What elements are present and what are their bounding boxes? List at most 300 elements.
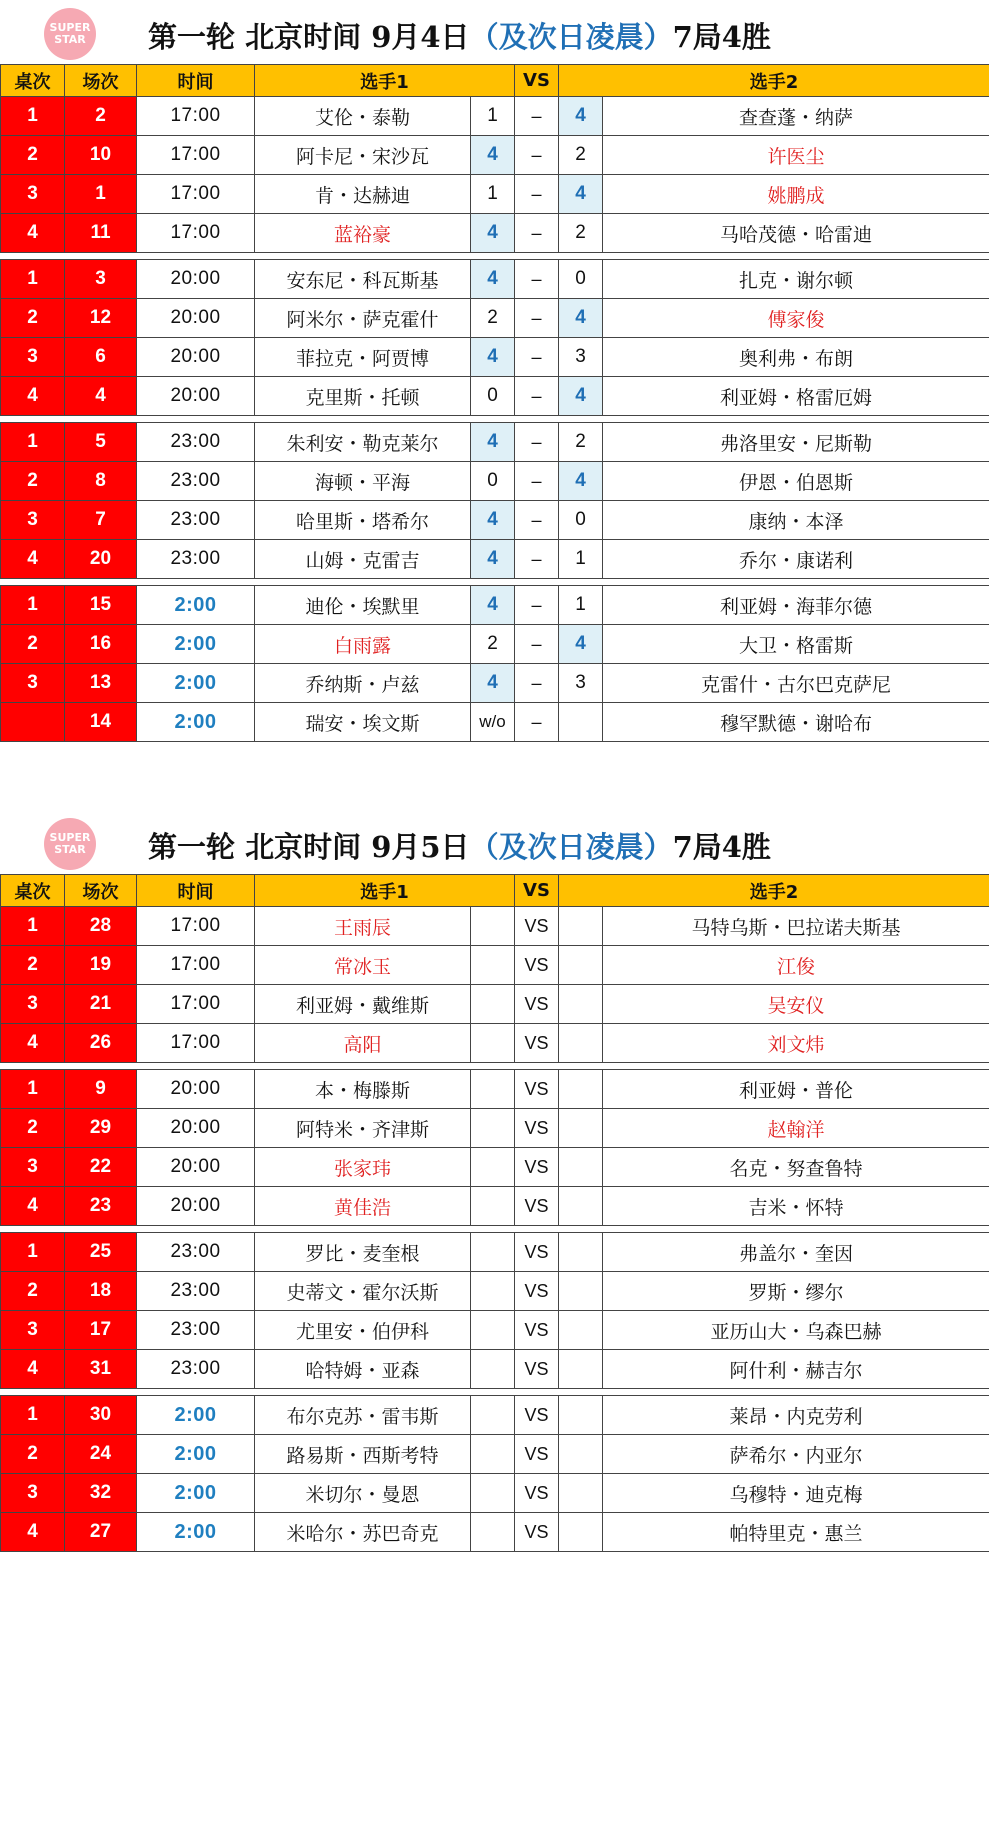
- player1-score: [471, 1187, 515, 1226]
- table-row: [1, 1024, 989, 1063]
- player2-score: [559, 1109, 603, 1148]
- player1-score: [471, 907, 515, 946]
- title-format: 7局4胜: [672, 20, 771, 54]
- match-time: 2:00: [137, 703, 255, 742]
- match-number: 12: [65, 299, 137, 338]
- score-separator: –: [515, 214, 559, 253]
- match-number: 1: [65, 175, 137, 214]
- table-header: [1, 875, 989, 907]
- schedule-day2: [0, 810, 989, 1545]
- match-number: 21: [65, 985, 137, 1024]
- match-time: 17:00: [137, 985, 255, 1024]
- player1-name: 利亚姆・戴维斯: [255, 985, 471, 1024]
- desk-number: 3: [1, 664, 65, 703]
- player2-score: [559, 1272, 603, 1311]
- desk-number: 3: [1, 1311, 65, 1350]
- match-time: 2:00: [137, 586, 255, 625]
- player2-name: 萨希尔・内亚尔: [603, 1435, 989, 1474]
- player2-score: [559, 1311, 603, 1350]
- match-time: 23:00: [137, 1272, 255, 1311]
- match-time: 17:00: [137, 214, 255, 253]
- match-time: 2:00: [137, 664, 255, 703]
- desk-number: 4: [1, 377, 65, 416]
- player2-name: 利亚姆・格雷厄姆: [603, 377, 989, 416]
- table-row: [1, 97, 989, 136]
- score-separator: –: [515, 136, 559, 175]
- player1-name: 张家玮: [255, 1148, 471, 1187]
- player1-score: w/o: [471, 703, 515, 742]
- match-time: 2:00: [137, 625, 255, 664]
- table-row: [1, 907, 989, 946]
- player2-score: 0: [559, 501, 603, 540]
- player1-name: 肯・达赫迪: [255, 175, 471, 214]
- group-gap-cell: [1, 1063, 989, 1070]
- player2-score: 4: [559, 97, 603, 136]
- desk-number: 3: [1, 175, 65, 214]
- desk-number: [1, 703, 65, 742]
- match-table: [0, 64, 989, 742]
- table-row: [1, 1148, 989, 1187]
- player2-name: 乌穆特・迪克梅: [603, 1474, 989, 1513]
- desk-number: 3: [1, 985, 65, 1024]
- vs-label: VS: [515, 1148, 559, 1187]
- desk-number: 2: [1, 1272, 65, 1311]
- player2-name: 乔尔・康诺利: [603, 540, 989, 579]
- col-desk: 桌次: [1, 875, 65, 907]
- desk-number: 2: [1, 1109, 65, 1148]
- group-gap: [1, 1389, 989, 1396]
- desk-number: 1: [1, 1070, 65, 1109]
- player2-name: 马哈茂德・哈雷迪: [603, 214, 989, 253]
- score-separator: –: [515, 462, 559, 501]
- match-number: 2: [65, 97, 137, 136]
- player1-score: [471, 1396, 515, 1435]
- player1-score: [471, 1070, 515, 1109]
- match-number: 9: [65, 1070, 137, 1109]
- table-row: [1, 1474, 989, 1513]
- match-time: 2:00: [137, 1396, 255, 1435]
- vs-label: VS: [515, 1474, 559, 1513]
- col-match: 场次: [65, 65, 137, 97]
- match-time: 23:00: [137, 540, 255, 579]
- player1-score: 0: [471, 462, 515, 501]
- score-separator: –: [515, 625, 559, 664]
- score-separator: –: [515, 299, 559, 338]
- player1-name: 蓝裕豪: [255, 214, 471, 253]
- player1-score: [471, 1109, 515, 1148]
- player2-score: [559, 946, 603, 985]
- desk-number: 2: [1, 136, 65, 175]
- player1-name: 瑞安・埃文斯: [255, 703, 471, 742]
- title-date: 第一轮 北京时间 9月5日: [148, 830, 470, 864]
- match-table: [0, 874, 989, 1552]
- desk-number: 4: [1, 1024, 65, 1063]
- player2-name: 弗洛里安・尼斯勒: [603, 423, 989, 462]
- score-separator: –: [515, 586, 559, 625]
- vs-label: VS: [515, 985, 559, 1024]
- group-gap-cell: [1, 1389, 989, 1396]
- player1-name: 罗比・麦奎根: [255, 1233, 471, 1272]
- desk-number: 3: [1, 1474, 65, 1513]
- desk-number: 2: [1, 462, 65, 501]
- table-row: [1, 423, 989, 462]
- vs-label: VS: [515, 1311, 559, 1350]
- desk-number: 4: [1, 1187, 65, 1226]
- player1-name: 菲拉克・阿贾博: [255, 338, 471, 377]
- col-player1: 选手1: [255, 875, 515, 907]
- title-format: 7局4胜: [672, 830, 771, 864]
- table-row: [1, 260, 989, 299]
- player1-score: [471, 1311, 515, 1350]
- page-title: [148, 810, 771, 884]
- player1-name: 克里斯・托顿: [255, 377, 471, 416]
- match-number: 23: [65, 1187, 137, 1226]
- table-row: [1, 586, 989, 625]
- match-time: 17:00: [137, 175, 255, 214]
- match-number: 17: [65, 1311, 137, 1350]
- vs-label: VS: [515, 1396, 559, 1435]
- table-row: [1, 501, 989, 540]
- player1-name: 阿米尔・萨克霍什: [255, 299, 471, 338]
- table-row: [1, 1272, 989, 1311]
- title-note: （及次日凌晨）: [469, 830, 673, 864]
- player1-name: 黄佳浩: [255, 1187, 471, 1226]
- player2-name: 傅家俊: [603, 299, 989, 338]
- col-player1: 选手1: [255, 65, 515, 97]
- match-number: 31: [65, 1350, 137, 1389]
- match-time: 17:00: [137, 1024, 255, 1063]
- player1-score: [471, 946, 515, 985]
- player1-name: 乔纳斯・卢兹: [255, 664, 471, 703]
- player1-score: 2: [471, 625, 515, 664]
- match-time: 2:00: [137, 1513, 255, 1552]
- player1-score: 2: [471, 299, 515, 338]
- match-number: 13: [65, 664, 137, 703]
- match-number: 29: [65, 1109, 137, 1148]
- col-desk: 桌次: [1, 65, 65, 97]
- group-gap: [1, 579, 989, 586]
- player2-score: [559, 1350, 603, 1389]
- table-row: [1, 1070, 989, 1109]
- superstar-logo: SUPER STAR: [44, 8, 96, 60]
- table-row: [1, 1109, 989, 1148]
- table-row: [1, 540, 989, 579]
- player1-score: 0: [471, 377, 515, 416]
- player2-score: [559, 1513, 603, 1552]
- superstar-logo: SUPER STAR: [44, 818, 96, 870]
- match-time: 23:00: [137, 462, 255, 501]
- player2-name: 莱昂・内克劳利: [603, 1396, 989, 1435]
- col-player2: 选手2: [559, 65, 989, 97]
- player1-score: [471, 1435, 515, 1474]
- player2-name: 阿什利・赫吉尔: [603, 1350, 989, 1389]
- player1-name: 史蒂文・霍尔沃斯: [255, 1272, 471, 1311]
- vs-label: VS: [515, 1109, 559, 1148]
- desk-number: 3: [1, 338, 65, 377]
- match-number: 19: [65, 946, 137, 985]
- match-number: 3: [65, 260, 137, 299]
- player2-score: 3: [559, 338, 603, 377]
- match-number: 15: [65, 586, 137, 625]
- desk-number: 2: [1, 625, 65, 664]
- desk-number: 3: [1, 1148, 65, 1187]
- player2-score: [559, 1070, 603, 1109]
- player2-score: [559, 703, 603, 742]
- vs-label: VS: [515, 1187, 559, 1226]
- player1-score: 4: [471, 214, 515, 253]
- col-vs: VS: [515, 875, 559, 907]
- player1-score: [471, 1474, 515, 1513]
- desk-number: 2: [1, 946, 65, 985]
- player2-name: 穆罕默德・谢哈布: [603, 703, 989, 742]
- player2-name: 帕特里克・惠兰: [603, 1513, 989, 1552]
- player1-score: 4: [471, 501, 515, 540]
- table-row: [1, 136, 989, 175]
- group-gap-cell: [1, 253, 989, 260]
- player1-score: 4: [471, 136, 515, 175]
- match-time: 23:00: [137, 1350, 255, 1389]
- player1-score: 1: [471, 175, 515, 214]
- table-row: [1, 664, 989, 703]
- player1-score: [471, 1513, 515, 1552]
- table-row: [1, 462, 989, 501]
- vs-label: VS: [515, 946, 559, 985]
- player2-name: 查查蓬・纳萨: [603, 97, 989, 136]
- desk-number: 2: [1, 299, 65, 338]
- player2-name: 刘文炜: [603, 1024, 989, 1063]
- match-number: 22: [65, 1148, 137, 1187]
- score-separator: –: [515, 175, 559, 214]
- score-separator: –: [515, 703, 559, 742]
- table-row: [1, 703, 989, 742]
- group-gap: [1, 1063, 989, 1070]
- match-number: 24: [65, 1435, 137, 1474]
- player2-name: 赵翰洋: [603, 1109, 989, 1148]
- player2-name: 罗斯・缪尔: [603, 1272, 989, 1311]
- player2-name: 奥利弗・布朗: [603, 338, 989, 377]
- match-number: 14: [65, 703, 137, 742]
- player1-score: 4: [471, 586, 515, 625]
- player1-name: 米切尔・曼恩: [255, 1474, 471, 1513]
- title-bar: [0, 0, 989, 74]
- group-gap: [1, 416, 989, 423]
- vs-label: VS: [515, 907, 559, 946]
- match-number: 4: [65, 377, 137, 416]
- player2-score: [559, 1024, 603, 1063]
- player2-score: 4: [559, 462, 603, 501]
- player1-name: 白雨露: [255, 625, 471, 664]
- table-row: [1, 175, 989, 214]
- player1-name: 安东尼・科瓦斯基: [255, 260, 471, 299]
- player1-score: [471, 1148, 515, 1187]
- player2-name: 克雷什・古尔巴克萨尼: [603, 664, 989, 703]
- table-row: [1, 1396, 989, 1435]
- desk-number: 1: [1, 423, 65, 462]
- player1-score: [471, 1350, 515, 1389]
- match-time: 20:00: [137, 1187, 255, 1226]
- match-number: 28: [65, 907, 137, 946]
- match-number: 16: [65, 625, 137, 664]
- match-time: 2:00: [137, 1435, 255, 1474]
- score-separator: –: [515, 97, 559, 136]
- player2-score: [559, 1435, 603, 1474]
- match-number: 8: [65, 462, 137, 501]
- table-row: [1, 214, 989, 253]
- desk-number: 1: [1, 907, 65, 946]
- player1-score: 4: [471, 423, 515, 462]
- table-row: [1, 1435, 989, 1474]
- score-separator: –: [515, 260, 559, 299]
- player2-score: 2: [559, 136, 603, 175]
- desk-number: 1: [1, 1396, 65, 1435]
- player2-score: 3: [559, 664, 603, 703]
- player2-name: 吴安仪: [603, 985, 989, 1024]
- match-time: 20:00: [137, 338, 255, 377]
- table-row: [1, 946, 989, 985]
- match-time: 20:00: [137, 299, 255, 338]
- player1-score: [471, 1233, 515, 1272]
- table-row: [1, 299, 989, 338]
- match-number: 25: [65, 1233, 137, 1272]
- player2-name: 亚历山大・乌森巴赫: [603, 1311, 989, 1350]
- player1-score: [471, 1024, 515, 1063]
- player1-name: 高阳: [255, 1024, 471, 1063]
- match-number: 11: [65, 214, 137, 253]
- match-time: 17:00: [137, 136, 255, 175]
- score-separator: –: [515, 664, 559, 703]
- player1-name: 哈里斯・塔希尔: [255, 501, 471, 540]
- match-time: 20:00: [137, 1148, 255, 1187]
- match-number: 30: [65, 1396, 137, 1435]
- player2-name: 伊恩・伯恩斯: [603, 462, 989, 501]
- group-gap-cell: [1, 416, 989, 423]
- desk-number: 1: [1, 97, 65, 136]
- table-row: [1, 985, 989, 1024]
- player1-name: 海顿・平海: [255, 462, 471, 501]
- match-number: 26: [65, 1024, 137, 1063]
- match-time: 20:00: [137, 377, 255, 416]
- match-number: 5: [65, 423, 137, 462]
- match-number: 6: [65, 338, 137, 377]
- desk-number: 1: [1, 1233, 65, 1272]
- col-player2: 选手2: [559, 875, 989, 907]
- player2-score: [559, 907, 603, 946]
- match-time: 20:00: [137, 1109, 255, 1148]
- player2-name: 利亚姆・普伦: [603, 1070, 989, 1109]
- player1-name: 迪伦・埃默里: [255, 586, 471, 625]
- match-time: 20:00: [137, 1070, 255, 1109]
- player1-name: 常冰玉: [255, 946, 471, 985]
- player1-name: 布尔克苏・雷韦斯: [255, 1396, 471, 1435]
- score-separator: –: [515, 338, 559, 377]
- match-time: 17:00: [137, 946, 255, 985]
- col-match: 场次: [65, 875, 137, 907]
- table-row: [1, 1311, 989, 1350]
- player2-name: 姚鹏成: [603, 175, 989, 214]
- match-number: 20: [65, 540, 137, 579]
- desk-number: 1: [1, 260, 65, 299]
- desk-number: 4: [1, 1350, 65, 1389]
- match-time: 2:00: [137, 1474, 255, 1513]
- match-number: 32: [65, 1474, 137, 1513]
- match-time: 20:00: [137, 260, 255, 299]
- title-bar: [0, 810, 989, 884]
- vs-label: VS: [515, 1272, 559, 1311]
- player2-name: 许医尘: [603, 136, 989, 175]
- player1-name: 朱利安・勒克莱尔: [255, 423, 471, 462]
- col-time: 时间: [137, 875, 255, 907]
- title-date: 第一轮 北京时间 9月4日: [148, 20, 470, 54]
- player2-name: 名克・努查鲁特: [603, 1148, 989, 1187]
- desk-number: 3: [1, 501, 65, 540]
- player2-name: 扎克・谢尔顿: [603, 260, 989, 299]
- vs-label: VS: [515, 1435, 559, 1474]
- player1-name: 阿特米・齐津斯: [255, 1109, 471, 1148]
- player1-score: 4: [471, 338, 515, 377]
- match-time: 23:00: [137, 1233, 255, 1272]
- desk-number: 2: [1, 1435, 65, 1474]
- match-time: 17:00: [137, 907, 255, 946]
- player2-score: 1: [559, 586, 603, 625]
- score-separator: –: [515, 423, 559, 462]
- player1-name: 艾伦・泰勒: [255, 97, 471, 136]
- player1-name: 哈特姆・亚森: [255, 1350, 471, 1389]
- player2-name: 弗盖尔・奎因: [603, 1233, 989, 1272]
- score-separator: –: [515, 540, 559, 579]
- match-time: 23:00: [137, 501, 255, 540]
- vs-label: VS: [515, 1233, 559, 1272]
- player1-score: 4: [471, 540, 515, 579]
- table-row: [1, 338, 989, 377]
- group-gap-cell: [1, 1226, 989, 1233]
- player1-name: 米哈尔・苏巴奇克: [255, 1513, 471, 1552]
- player1-name: 尤里安・伯伊科: [255, 1311, 471, 1350]
- match-number: 27: [65, 1513, 137, 1552]
- schedule-day1: [0, 0, 989, 735]
- match-number: 18: [65, 1272, 137, 1311]
- desk-number: 4: [1, 540, 65, 579]
- player2-score: 1: [559, 540, 603, 579]
- player2-score: [559, 1396, 603, 1435]
- player1-name: 本・梅滕斯: [255, 1070, 471, 1109]
- player2-name: 江俊: [603, 946, 989, 985]
- table-row: [1, 625, 989, 664]
- match-time: 17:00: [137, 97, 255, 136]
- player2-score: 4: [559, 377, 603, 416]
- player1-score: 4: [471, 664, 515, 703]
- vs-label: VS: [515, 1513, 559, 1552]
- group-gap: [1, 1226, 989, 1233]
- match-time: 23:00: [137, 423, 255, 462]
- match-time: 23:00: [137, 1311, 255, 1350]
- table-row: [1, 1350, 989, 1389]
- desk-number: 1: [1, 586, 65, 625]
- col-vs: VS: [515, 65, 559, 97]
- player2-score: 2: [559, 423, 603, 462]
- match-number: 10: [65, 136, 137, 175]
- player2-name: 康纳・本泽: [603, 501, 989, 540]
- col-time: 时间: [137, 65, 255, 97]
- table-row: [1, 1233, 989, 1272]
- player2-score: [559, 1187, 603, 1226]
- table-row: [1, 377, 989, 416]
- score-separator: –: [515, 377, 559, 416]
- score-separator: –: [515, 501, 559, 540]
- desk-number: 4: [1, 1513, 65, 1552]
- player2-name: 马特乌斯・巴拉诺夫斯基: [603, 907, 989, 946]
- player1-name: 山姆・克雷吉: [255, 540, 471, 579]
- vs-label: VS: [515, 1350, 559, 1389]
